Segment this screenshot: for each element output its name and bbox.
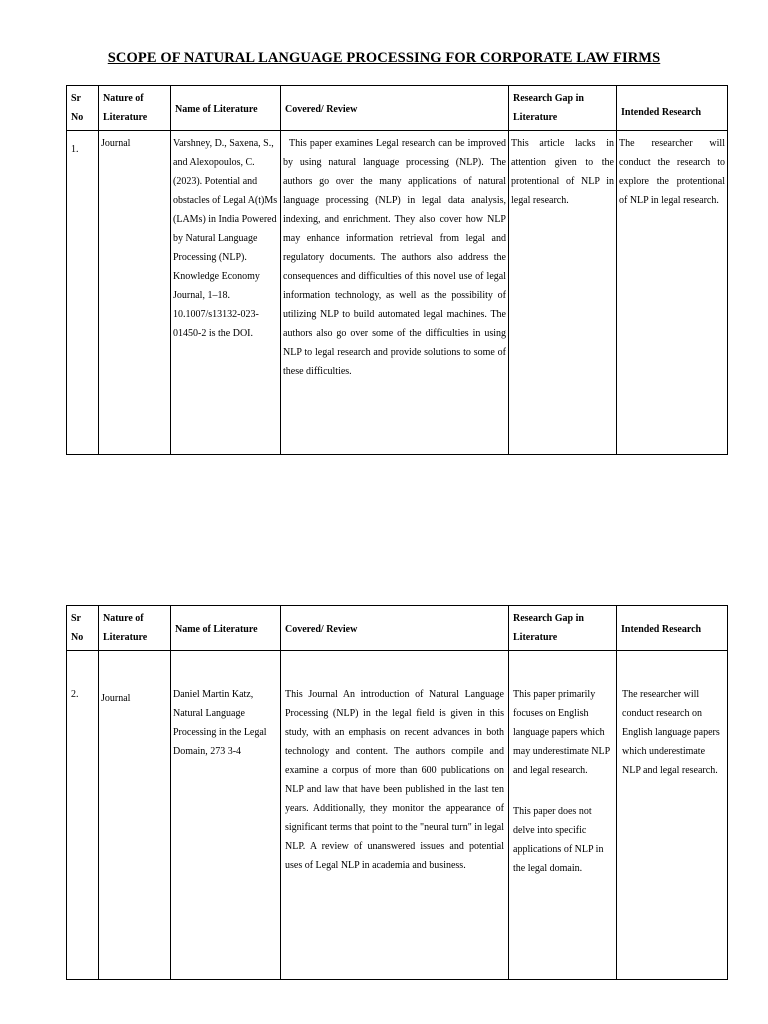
row-gap-second: This paper does not delve into specific applications of NLP in the legal domain.	[513, 806, 604, 874]
row-covered: This paper examines Legal research can be improved by using natural language processing (NLP). The authors go over the many applications of natural language processing (NLP) in legal data analysis, indexing, and enrichment. They also cover how NLP may enhance information retrieval from legal and regulatory documents. The authors also address the consequences and difficulties of this novel use of legal information technology, as well as the possibility of utilizing NLP to build automated legal machines. The authors also go over some of the difficulties in using NLP to legal research and provide solutions to some of these difficulties.	[283, 138, 506, 377]
document-title: SCOPE OF NATURAL LANGUAGE PROCESSING FOR CORPORATE LAW FIRMS	[107, 50, 661, 66]
row-gap: This paper primarily focuses on English language papers which may underestimate NLP and legal research.	[513, 689, 610, 776]
table-header-row	[67, 606, 728, 651]
row-name: Varshney, D., Saxena, S., and Alexopoulos, C. (2023). Potential and obstacles of Legal A(t)Ms (LAMs) in India Powered by Natural Language Processing (NLP). Knowledge Economy Journal, 1–18. 10.1007/s13132-023-01450-2 is the DOI.	[173, 138, 278, 339]
header-covered: Covered/ Review	[285, 624, 358, 635]
row-intended: The researcher will conduct research on English language papers which underestimate NLP and legal research.	[622, 689, 720, 776]
header-gap: Research Gap in Literature	[513, 613, 584, 643]
table-row	[67, 131, 728, 455]
header-sr-no: Sr No	[71, 613, 84, 643]
header-gap: Research Gap in Literature	[513, 93, 584, 123]
header-name: Name of Literature	[175, 104, 258, 115]
literature-table-1	[66, 85, 728, 455]
header-intended: Intended Research	[621, 107, 702, 118]
row-gap: This article lacks in attention given to the protentional of NLP in legal research.	[511, 138, 614, 206]
row-sr: 2.	[71, 689, 79, 700]
row-intended: The researcher will conduct the research to explore the protentional of NLP in legal research.	[619, 138, 725, 206]
table-row	[67, 651, 728, 980]
header-name: Name of Literature	[175, 624, 258, 635]
header-intended: Intended Research	[621, 624, 702, 635]
row-nature: Journal	[101, 693, 131, 704]
row-nature: Journal	[101, 138, 131, 149]
literature-table-2	[66, 605, 728, 980]
header-sr-no: Sr No	[71, 93, 84, 123]
row-sr: 1.	[71, 144, 79, 155]
header-covered: Covered/ Review	[285, 104, 358, 115]
header-nature: Nature of Literature	[103, 93, 148, 123]
row-covered: This Journal An introduction of Natural Language Processing (NLP) in the legal field is given in this study, with an emphasis on recent advances in both technology and content. The authors compile and examine a corpus of more than 600 publications on NLP and law that have been published in the last ten years. Additionally, they monitor the appearance of significant terms that point to the "neural turn" in legal NLP. A review of unanswered issues and potential uses of Legal NLP in academia and business.	[285, 689, 504, 871]
row-name: Daniel Martin Katz, Natural Language Processing in the Legal Domain, 273 3-4	[173, 689, 267, 757]
table-header-row	[67, 86, 728, 131]
header-nature: Nature of Literature	[103, 613, 148, 643]
